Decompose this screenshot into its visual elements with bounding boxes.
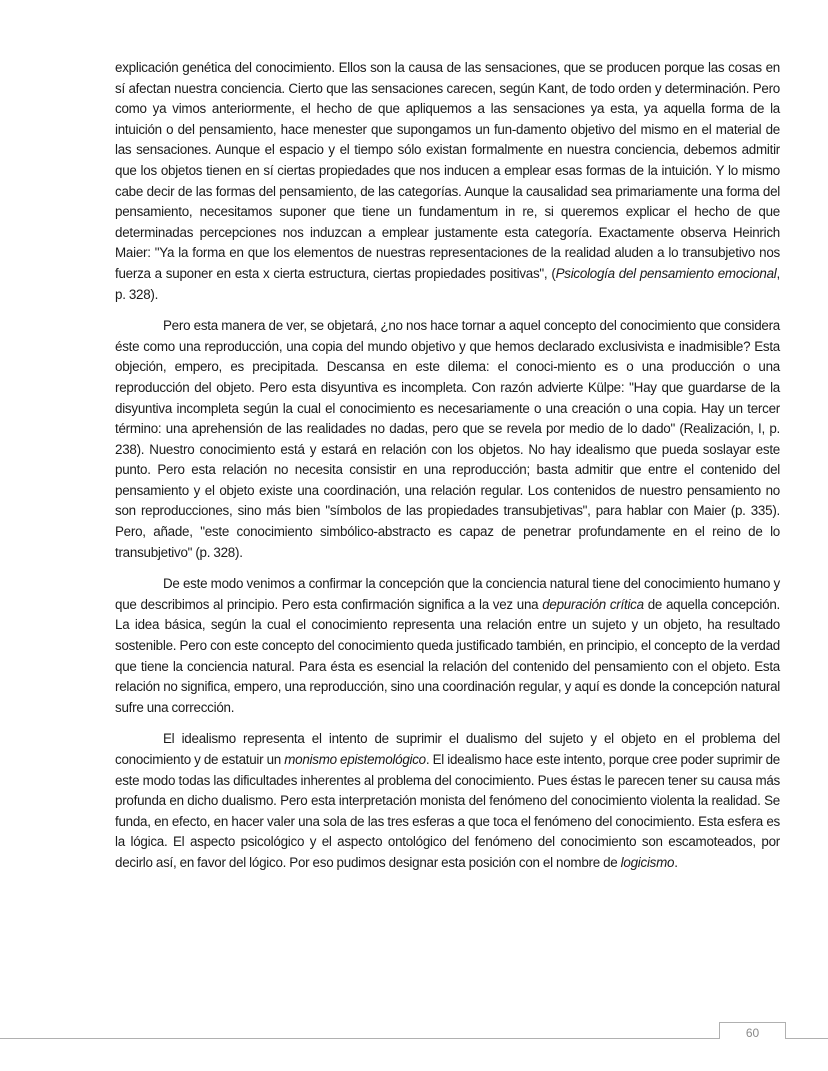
emphasis-depuracion-critica: depuración crítica xyxy=(542,596,644,612)
paragraph-1 xyxy=(115,58,780,305)
paragraph-1-text-2: , p. 328). xyxy=(115,265,781,302)
paragraph-3-text-2: de aquella concepción. La idea básica, según la cual el conocimiento representa una relación entre un sujeto y un objeto, ha resultado sostenible. Pero con este concepto del conocimiento queda justificado también, en principio, el concepto de la verdad que tiene la conciencia natural. Para ésta es esencial la relación del contenido del pensamiento con el objeto. Esta relación no significa, empero, una reproducción, sino una coordinación regular, y aquí es donde la concepción natural sufre una corrección. xyxy=(115,596,780,715)
footer-rule-right xyxy=(785,1038,828,1039)
paragraph-4-text-2: . El idealismo hace este intento, porque cree poder suprimir de este modo todas las dificultades inherentes al problema del conocimiento. Pues éstas le parecen tener su causa más profunda en dicho dualismo. Pero esta interpretación monista del fenómeno del conocimiento violenta la realidad. Se funda, en efecto, en hacer valer una sola de las tres esferas a que toca el fenómeno del conocimiento. Esta esfera es la lógica. El aspecto psicológico y el aspecto ontológico del fenómeno del conocimiento son escamoteados, por decirlo así, en favor del lógico. Por eso pudimos designar esta posición con el nombre de xyxy=(115,752,780,870)
paragraph-3-text-1: De este modo venimos a confirmar la concepción que la conciencia natural tiene del conocimiento humano y que describimos al principio. Pero esta confirmación significa a la vez una xyxy=(115,576,780,612)
paragraph-1-text-1: explicación genética del conocimiento. Ellos son la causa de las sensaciones, que se producen porque las cosas en sí afectan nuestra conciencia. Cierto que las sensaciones carecen, según Kant, de todo orden y determinación. Pero como ya vimos anteriormente, el hecho de que apliquemos a las sensaciones ya esta, ya aquella forma de la intuición o del pensamiento, hace menester que supongamos un fun-damento objetivo del mismo en el material de las sensaciones. Aunque el espacio y el tiempo sólo existan formalmente en nuestra conciencia, debemos admitir que los objetos tienen en sí ciertas propiedades que nos inducen a emplear esas formas de la intuición. Y lo mismo cabe decir de las formas del pensamiento, de las categorías. Aunque la causalidad sea primariamente una forma del pensamiento, necesitamos suponer que tiene un fundamentum in re, si queremos explicar el hecho de que determinadas percepciones nos induzcan a emplear justamente esta categoría. Exactamente observa Heinrich Maier: "Ya la forma en que los elementos de nuestras representaciones de la realidad aluden a lo transubjetivo nos fuerza a suponer en esta x cierta estructura, ciertas propiedades positivas", ( xyxy=(115,60,780,281)
page-number-tab xyxy=(719,1022,786,1039)
footer-rule-left xyxy=(0,1038,720,1039)
paragraph-4 xyxy=(115,729,780,873)
paragraph-2-text-1: Pero esta manera de ver, se objetará, ¿no nos hace tornar a aquel concepto del conocimiento que considera éste como una reproducción, una copia del mundo objetivo y que hemos declarado exclusivista e inadmisible? Esta objeción, empero, es precipitada. Descansa en este dilema: el conoci-miento es o una producción o una reproducción del objeto. Pero esta disyuntiva es incompleta. Con razón advierte Külpe: "Hay que guardarse de la disyuntiva incompleta según la cual el conocimiento es necesariamente o una creación o una copia. Hay un tercer término: una aprehensión de las realidades no dadas, pero que se revela por medio de lo dado" (Realización, I, p. 238). Nuestro conocimiento está y estará en relación con los objetos. No hay idealismo que pueda soslayar este punto. Pero esta relación no necesita consistir en una reproducción; basta admitir que entre el contenido del pensamiento y el objeto existe una coordinación, una relación regular. Los contenidos de nuestro pensamiento no son reproducciones, sino más bien "símbolos de las propiedades transubjetivas", para hablar con Maier (p. 335). Pero, añade, "este conocimiento simbólico-abstracto es capaz de penetrar profundamente en el reino de lo transubjetivo" (p. 328). xyxy=(115,318,780,560)
emphasis-logicismo: logicismo xyxy=(620,854,675,870)
book-title-psicologia: Psicología del pensamiento emocional xyxy=(555,265,777,281)
emphasis-monismo-epistemologico: monismo epistemológico xyxy=(284,752,426,767)
page-number: 60 xyxy=(745,1026,760,1040)
paragraph-4-text-1: El idealismo representa el intento de suprimir el dualismo del sujeto y el objeto en el problema del conocimiento y de estatuir un xyxy=(115,731,780,767)
paragraph-2 xyxy=(115,316,780,563)
paragraph-3 xyxy=(115,574,780,718)
paragraph-4-text-3: . xyxy=(674,854,678,870)
document-body xyxy=(115,58,780,885)
